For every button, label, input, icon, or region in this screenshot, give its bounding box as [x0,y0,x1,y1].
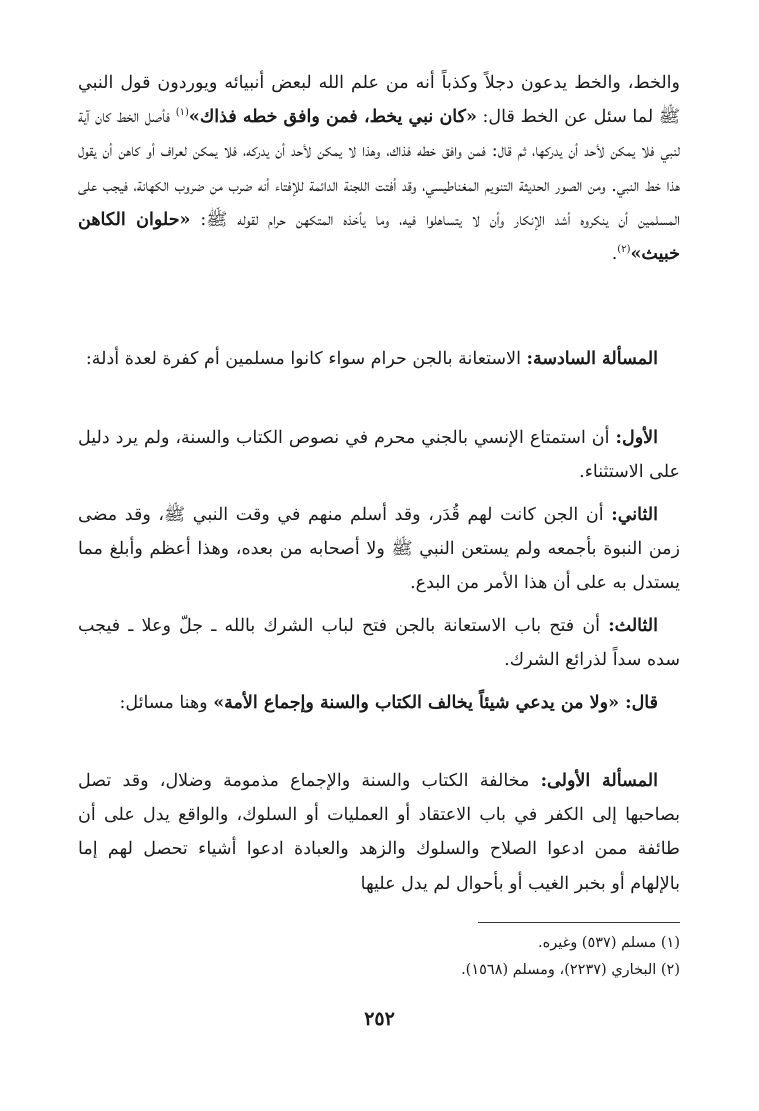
paragraph-text: أن فتح باب الاستعانة بالجن فتح لباب الشرك بالله ـ جلّ وعلا ـ فيجب سده سداً لذرائع الشرك. [78,616,680,671]
paragraph-sixth-issue [78,342,680,376]
paragraph-text: والخط، والخط يدعون دجلاً وكذباً أنه من علم الله لبعض أنبيائه ويوردون قول النبي ﷺ لما سئل عن الخط قال: [78,73,680,128]
paragraph-first-evidence [78,421,680,489]
hadith-quote: «كان نبي يخط، فمن وافق خطه فذاك» [188,107,477,128]
paragraph-text: فأصل الخط كان آية لنبي فلا يمكن لأحد أن يدركها، ثم قال: فمن وافق خطه فذاك، وهذا لا يمكن لأحد أن يدركه، فلا يمكن لعراف أو كاهن أن يقول هذا خط النبي. ومن الصور الحديثة التنويم المغناطيسي، وقد أفتت اللجنة الدائمة للإفتاء أنه ضرب من ضروب الكهانة، فيجب على المسلمين أن ينكروه أشد الإنكار وأن لا يتساهلوا فيه، وما يأخذه المتكهن حرام لقوله ﷺ: [78,107,680,230]
page-number: ٢٥٢ [364,1008,395,1030]
paragraph-third-evidence [78,609,680,677]
evidence-heading: الثاني: [611,505,658,525]
main-text [78,342,680,376]
paragraph-text: وهنا مسائل: [119,693,214,713]
main-text [78,498,680,601]
paragraph-second-evidence [78,498,680,601]
footnote-ref: (١) [175,107,189,119]
footnote-separator [478,922,680,923]
paragraph-text: أن استمتاع الإنسي بالجني محرم في نصوص الكتاب والسنة، ولم يرد دليل على الاستثناء. [78,428,680,483]
evidence-heading: الثالث: [608,616,658,636]
issue-heading: المسألة السادسة: [526,349,658,369]
paragraph-text: مخالفة الكتاب والسنة والإجماع مذمومة وضلال، وقد تصل بصاحبها إلى الكفر في باب الاعتقاد أو العمليات أو السلوك، والواقع يدل على أن طائفة ممن ادعوا الصلاح والسلوك والزهد والعبادة ادعوا أشياء تحصل لهم إما بالإلهام أو بخبر الغيب أو بأحوال لم يدل عليها [78,771,680,894]
footnotes [78,930,680,984]
issue-heading: المسألة الأولى: [540,771,658,791]
quote-text: «ولا من يدعي شيئاً يخالف الكتاب والسنة وإجماع الأمة» [213,693,626,713]
paragraph-text: أن الجن كانت لهم قُدَر، وقد أسلم منهم في وقت النبي ﷺ، وقد مضى زمن النبوة بأجمعه ولم يستعن النبي ﷺ ولا أصحابه من بعده، وهذا أعظم وأبلغ مما يستدل به على أن هذا الأمر من البدع. [78,505,680,594]
footnote-ref: (٢) [617,244,631,256]
footnote-1: (١) مسلم (٥٣٧) وغيره. [538,935,680,951]
evidence-heading: الأول: [615,428,658,448]
main-text [78,66,680,271]
paragraph-qala [78,686,680,720]
paragraph-text: . [611,244,618,265]
main-text [78,609,680,677]
main-text [78,421,680,489]
qala-heading: قال: [625,693,658,713]
main-text [78,686,680,720]
paragraph-first-issue [78,764,680,901]
hadith-quote: «حلوان الكاهن خبيث» [78,209,680,265]
paragraph-khatt [78,66,680,271]
main-text [78,764,680,901]
paragraph-text: الاستعانة بالجن حرام سواء كانوا مسلمين أم كفرة لعدة أدلة: [85,349,527,369]
footnote-2: (٢) البخاري (٢٢٣٧)، ومسلم (١٥٦٨). [461,962,680,978]
